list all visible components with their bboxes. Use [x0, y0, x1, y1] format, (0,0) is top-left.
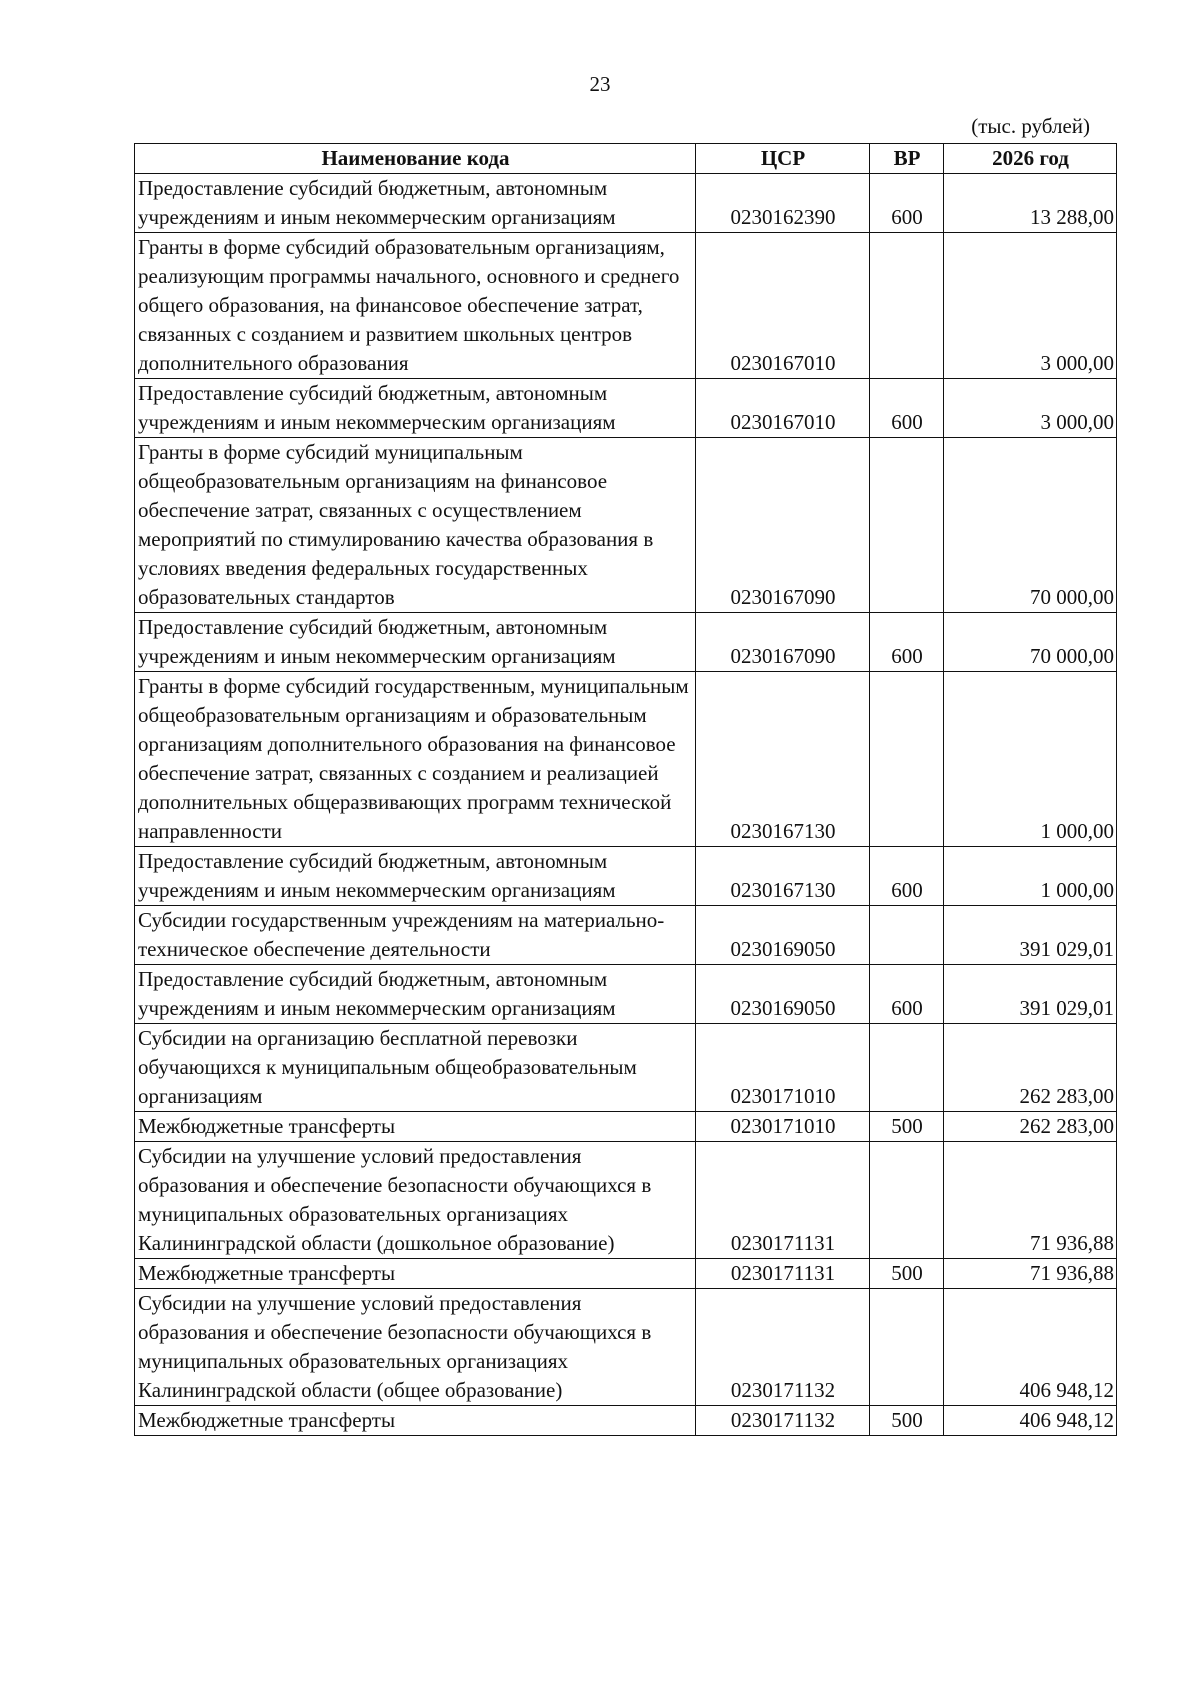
row-amount: 391 029,01: [944, 906, 1117, 965]
row-amount: 406 948,12: [944, 1289, 1117, 1406]
table-row: [135, 379, 1117, 438]
row-csr: 0230171010: [696, 1024, 870, 1112]
row-vr: 500: [870, 1406, 944, 1436]
row-amount: 406 948,12: [944, 1406, 1117, 1436]
row-vr: 600: [870, 174, 944, 233]
row-amount: 1 000,00: [944, 672, 1117, 847]
table-row: [135, 438, 1117, 613]
table-row: [135, 1406, 1117, 1436]
row-vr: [870, 1142, 944, 1259]
row-name: Предоставление субсидий бюджетным, автономным учреждениям и иным некоммерческим организациям: [135, 613, 696, 672]
row-name: Предоставление субсидий бюджетным, автономным учреждениям и иным некоммерческим организациям: [135, 174, 696, 233]
table-row: [135, 847, 1117, 906]
row-csr: 0230171010: [696, 1112, 870, 1142]
table-row: [135, 1112, 1117, 1142]
row-name: Гранты в форме субсидий государственным, муниципальным общеобразовательным организациям и образовательным организациям дополнительного образования на финансовое обеспечение затрат, связанных с созданием и реализацией дополнительных общеразвивающих программ технической направленности: [135, 672, 696, 847]
row-name: Межбюджетные трансферты: [135, 1259, 696, 1289]
row-vr: 500: [870, 1112, 944, 1142]
row-csr: 0230167130: [696, 847, 870, 906]
row-csr: 0230171131: [696, 1259, 870, 1289]
row-vr: 600: [870, 847, 944, 906]
row-amount: 70 000,00: [944, 613, 1117, 672]
header-vr: ВР: [870, 144, 944, 174]
row-csr: 0230167010: [696, 379, 870, 438]
row-vr: 500: [870, 1259, 944, 1289]
row-name: Предоставление субсидий бюджетным, автономным учреждениям и иным некоммерческим организациям: [135, 379, 696, 438]
row-vr: [870, 438, 944, 613]
row-name: Гранты в форме субсидий образовательным организациям, реализующим программы начального, основного и среднего общего образования, на финансовое обеспечение затрат, связанных с созданием и развитием школьных центров дополнительного образования: [135, 233, 696, 379]
row-csr: 0230171131: [696, 1142, 870, 1259]
table-row: [135, 1259, 1117, 1289]
header-amount: 2026 год: [944, 144, 1117, 174]
row-csr: 0230167090: [696, 438, 870, 613]
table-row: [135, 613, 1117, 672]
row-csr: 0230169050: [696, 965, 870, 1024]
table-row: [135, 672, 1117, 847]
row-vr: 600: [870, 965, 944, 1024]
row-csr: 0230171132: [696, 1406, 870, 1436]
row-amount: 391 029,01: [944, 965, 1117, 1024]
row-name: Субсидии на организацию бесплатной перевозки обучающихся к муниципальным общеобразовательным организациям: [135, 1024, 696, 1112]
row-vr: [870, 1289, 944, 1406]
row-vr: [870, 906, 944, 965]
row-amount: 71 936,88: [944, 1259, 1117, 1289]
units-label: (тыс. рублей): [971, 114, 1090, 138]
row-csr: 0230169050: [696, 906, 870, 965]
row-name: Гранты в форме субсидий муниципальным общеобразовательным организациям на финансовое обеспечение затрат, связанных с осуществлением мероприятий по стимулированию качества образования в условиях введения федеральных государственных образовательных стандартов: [135, 438, 696, 613]
row-csr: 0230171132: [696, 1289, 870, 1406]
header-name: Наименование кода: [135, 144, 696, 174]
row-csr: 0230167130: [696, 672, 870, 847]
row-name: Субсидии на улучшение условий предоставления образования и обеспечение безопасности обучающихся в муниципальных образовательных организациях Калининградской области (дошкольное образование): [135, 1142, 696, 1259]
table-header-row: [135, 144, 1117, 174]
row-amount: 1 000,00: [944, 847, 1117, 906]
table-row: [135, 906, 1117, 965]
row-name: Субсидии на улучшение условий предоставления образования и обеспечение безопасности обучающихся в муниципальных образовательных организациях Калининградской области (общее образование): [135, 1289, 696, 1406]
row-amount: 262 283,00: [944, 1112, 1117, 1142]
row-name: Предоставление субсидий бюджетным, автономным учреждениям и иным некоммерческим организациям: [135, 965, 696, 1024]
table-row: [135, 1024, 1117, 1112]
row-name: Предоставление субсидий бюджетным, автономным учреждениям и иным некоммерческим организациям: [135, 847, 696, 906]
row-name: Межбюджетные трансферты: [135, 1406, 696, 1436]
row-csr: 0230162390: [696, 174, 870, 233]
row-amount: 70 000,00: [944, 438, 1117, 613]
table-row: [135, 965, 1117, 1024]
table-row: [135, 1289, 1117, 1406]
row-vr: [870, 672, 944, 847]
row-vr: 600: [870, 613, 944, 672]
row-vr: 600: [870, 379, 944, 438]
page-number: 23: [589, 72, 611, 96]
table-row: [135, 1142, 1117, 1259]
row-vr: [870, 1024, 944, 1112]
row-amount: 13 288,00: [944, 174, 1117, 233]
row-amount: 71 936,88: [944, 1142, 1117, 1259]
row-amount: 3 000,00: [944, 233, 1117, 379]
header-csr: ЦСР: [696, 144, 870, 174]
table-row: [135, 233, 1117, 379]
row-name: Межбюджетные трансферты: [135, 1112, 696, 1142]
budget-table: [134, 143, 1117, 1436]
row-name: Субсидии государственным учреждениям на материально-техническое обеспечение деятельности: [135, 906, 696, 965]
row-csr: 0230167010: [696, 233, 870, 379]
row-csr: 0230167090: [696, 613, 870, 672]
row-vr: [870, 233, 944, 379]
row-amount: 262 283,00: [944, 1024, 1117, 1112]
row-amount: 3 000,00: [944, 379, 1117, 438]
table-row: [135, 174, 1117, 233]
